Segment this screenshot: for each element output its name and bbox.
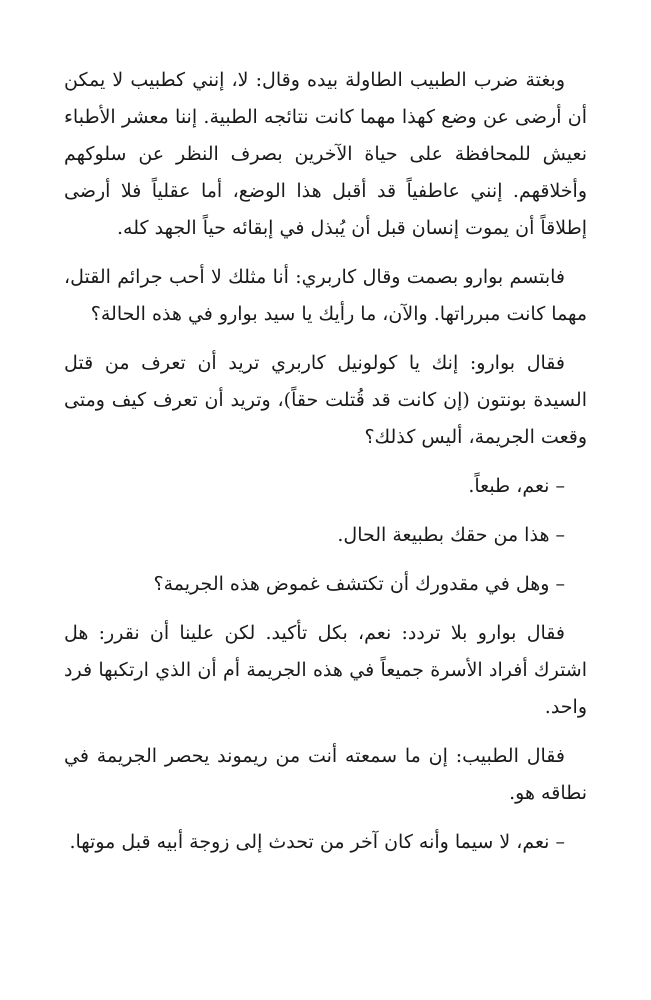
dialogue-line-can-you: – وهل في مقدورك أن تكتشف غموض هذه الجريمة؟ xyxy=(153,573,565,595)
paragraph-poirot-answer: فقال بوارو بلا تردد: نعم، بكل تأكيد. لكن علينا أن نقرر: هل اشترك أفراد الأسرة جميعاً في هذه الجريمة أم أن الذي ارتكبها فرد واحد. xyxy=(64,622,587,718)
dialogue-line-last-talk: – نعم، لا سيما وأنه كان آخر من تحدث إلى زوجة أبيه قبل موتها. xyxy=(69,831,565,853)
dialogue-line-yes: – نعم، طبعاً. xyxy=(468,475,565,497)
paragraph-poirot-question: فقال بوارو: إنك يا كولونيل كاربري تريد أن تعرف من قتل السيدة بونتون (إن كانت قد قُتلت حقاً)، وتريد أن تعرف كيف ومتى وقعت الجريمة، أليس كذلك؟ xyxy=(64,352,587,448)
dialogue-line-right: – هذا من حقك بطبيعة الحال. xyxy=(337,524,565,546)
paragraph-doctor-objection: وبغتة ضرب الطبيب الطاولة بيده وقال: لا، إنني كطبيب لا يمكن أن أرضى عن وضع كهذا مهما كانت نتائجه الطبية. إننا معشر الأطباء نعيش للمحافظة على حياة الآخرين بصرف النظر عن سلوكهم وأخلاقهم. إنني عاطفياً قد أقبل هذا الوضع، أما عقلياً فلا أرضى إطلاقاً أن يموت إنسان قبل أن يُبذل في إبقائه حياً الجهد كله. xyxy=(64,69,587,239)
paragraph-doctor-raymond: فقال الطبيب: إن ما سمعته أنت من ريموند يحصر الجريمة في نطاقه هو. xyxy=(64,745,587,804)
book-page xyxy=(64,62,587,873)
paragraph-poirot-smiles: فابتسم بوارو بصمت وقال كاربري: أنا مثلك لا أحب جرائم القتل، مهما كانت مبرراتها. والآن، ما رأيك يا سيد بوارو في هذه الحالة؟ xyxy=(64,266,587,325)
